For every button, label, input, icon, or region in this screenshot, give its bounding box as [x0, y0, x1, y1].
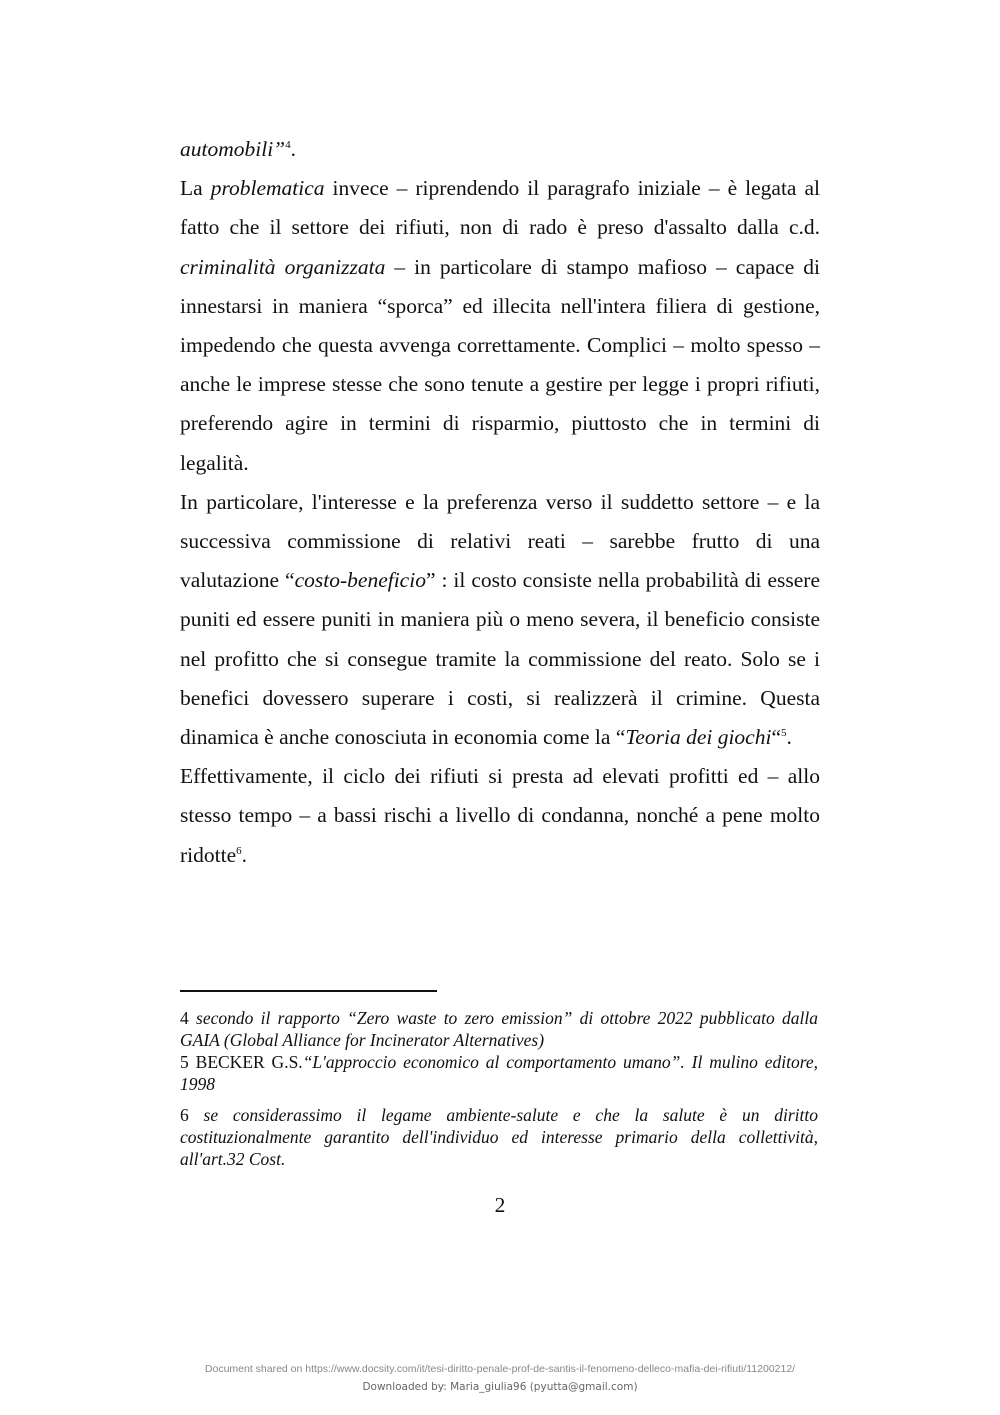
emphasis-criminalita: criminalità organizzata — [180, 254, 386, 279]
paragraph-costo-beneficio: In particolare, l'interesse e la preferenza verso il suddetto settore – e la successiva commissione di relativi reati – sarebbe frutto di una valutazione “costo-beneficio” : il costo consiste nella probabilità di essere puniti ed essere puniti in maniera più o meno severa, il beneficio consiste nel profitto che si consegue tramite la commissione del reato. Solo se i benefici dovessero superare i costi, si realizzerà il crimine. Questa dinamica è anche conosciuta in economia come la “Teoria dei giochi“$^5$. — [180, 489, 820, 750]
emphasis-teoria-giochi: Teoria dei giochi — [625, 725, 772, 750]
footnote-5 — [180, 1051, 818, 1095]
body-text — [180, 130, 820, 875]
footnote-separator — [180, 990, 437, 992]
quote-end: automobili” — [180, 137, 286, 161]
paragraph-problematica: La problematica invece – riprendendo il paragrafo iniziale – è legata al fatto che il settore dei rifiuti, non di rado è preso d'assalto dalla c.d. criminalità organizzata – in particolare di stampo mafioso – capace di innestarsi in maniera “sporca” ed illecita nell'intera filiera di gestione, impedendo che questa avvenga correttamente. Complici – molto spesso – anche le imprese stesse che sono tenute a gestire per legge i propri rifiuti, preferendo agire in termini di risparmio, piuttosto che in termini di legalità. — [180, 176, 820, 475]
paragraph-effettivamente: Effettivamente, il ciclo dei rifiuti si presta ad elevati profitti ed – allo stesso tempo – a bassi rischi a livello di condanna, nonché a pene molto ridotte$^6$. — [180, 764, 820, 867]
footnote-6 — [180, 1104, 818, 1170]
footnotes — [180, 1007, 818, 1170]
footnote-4 — [180, 1007, 818, 1051]
footnote-ref-4[interactable]: 4 — [285, 138, 291, 151]
emphasis-costo-beneficio: costo-beneficio — [294, 568, 426, 593]
footnote-text: “L'approccio economico al comportamento umano”. Il mulino editore, 1998 — [180, 1052, 819, 1094]
paragraph-continuation: automobili”$^4$. — [180, 137, 297, 161]
footnote-number: 5 — [180, 1052, 189, 1072]
footnote-ref-5[interactable]: 5 — [781, 726, 787, 739]
emphasis-problematica: problematica — [210, 176, 325, 201]
footnote-text: se considerassimo il legame ambiente-salute e che la salute è un diritto costituzionalmente garantito dell'individuo ed interesse primario della collettività, all'art.32 Cost. — [180, 1105, 819, 1169]
downloaded-by: Downloaded by: Maria_giulia96 (pyutta@gmail.com) — [362, 1381, 638, 1393]
footnote-number: 6 — [180, 1105, 189, 1125]
page-number: 2 — [494, 1193, 506, 1217]
footnote-number: 4 — [180, 1008, 189, 1028]
footnote-author: BECKER G.S. — [195, 1052, 303, 1072]
footnote-text: secondo il rapporto “Zero waste to zero emission” di ottobre 2022 pubblicato dalla GAIA (Global Alliance for Incinerator Alternatives) — [180, 1008, 819, 1050]
footnote-ref-6[interactable]: 6 — [236, 844, 242, 857]
shared-notice: Document shared on https://www.docsity.com/it/tesi-diritto-penale-prof-de-santis-il-fenomeno-delleco-mafia-dei-rifiuti/11200212/ — [204, 1363, 796, 1375]
